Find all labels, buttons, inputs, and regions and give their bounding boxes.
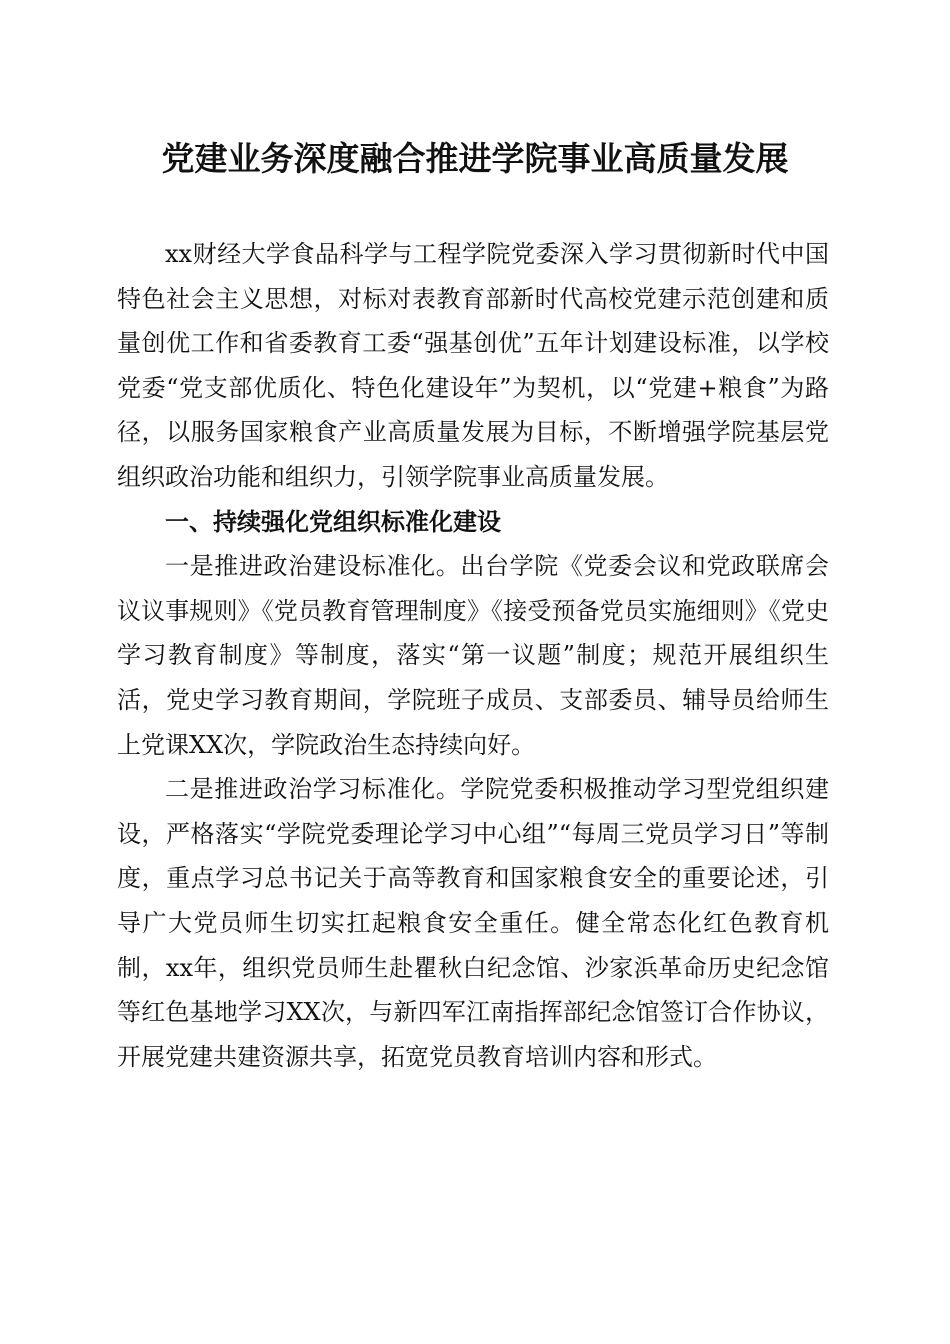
paragraph-lead: 二是推进政治学习标准化。 [165,775,461,804]
paragraph-political-construction [117,544,829,767]
paragraph-political-study [117,767,829,1079]
paragraph-lead: 一是推进政治建设标准化。 [165,552,461,581]
document-title: 党建业务深度融合推进学院事业高质量发展 [161,139,789,178]
intro-paragraph: xx财经大学食品科学与工程学院党委深入学习贯彻新时代中国特色社会主义思想，对标对表教育部新时代高校党建示范创建和质量创优工作和省委教育工委“强基创优”五年计划建设标准，以学校党委“党支部优质化、特色化建设年”为契机，以“党建+粮食”为路径，以服务国家粮食产业高质量发展为目标，不断增强学院基层党组织政治功能和组织力，引领学院事业高质量发展。 [117,240,829,491]
section-heading: 一、持续强化党组织标准化建设 [165,507,501,536]
paragraph-text: 出台学院《党委会议和党政联席会议议事规则》《党员教育管理制度》《接受预备党员实施细则》《党史学习教育制度》等制度，落实“第一议题”制度；规范开展组织生活，党史学习教育期间，学院班子成员、支部委员、辅导员给师生上党课XX次，学院政治生态持续向好。 [117,552,830,759]
paragraph-text: 学院党委积极推动学习型党组织建设，严格落实“学院党委理论学习中心组”“每周三党员学习日”等制度，重点学习总书记关于高等教育和国家粮食安全的重要论述，引导广大党员师生切实扛起粮食安全重任。健全常态化红色教育机制，xx年，组织党员师生赴瞿秋白纪念馆、沙家浜革命历史纪念馆等红色基地学习XX次，与新四军江南指挥部纪念馆签订合作协议，开展党建共建资源共享，拓宽党员教育培训内容和形式。 [117,775,830,1071]
document-body [117,232,829,1079]
